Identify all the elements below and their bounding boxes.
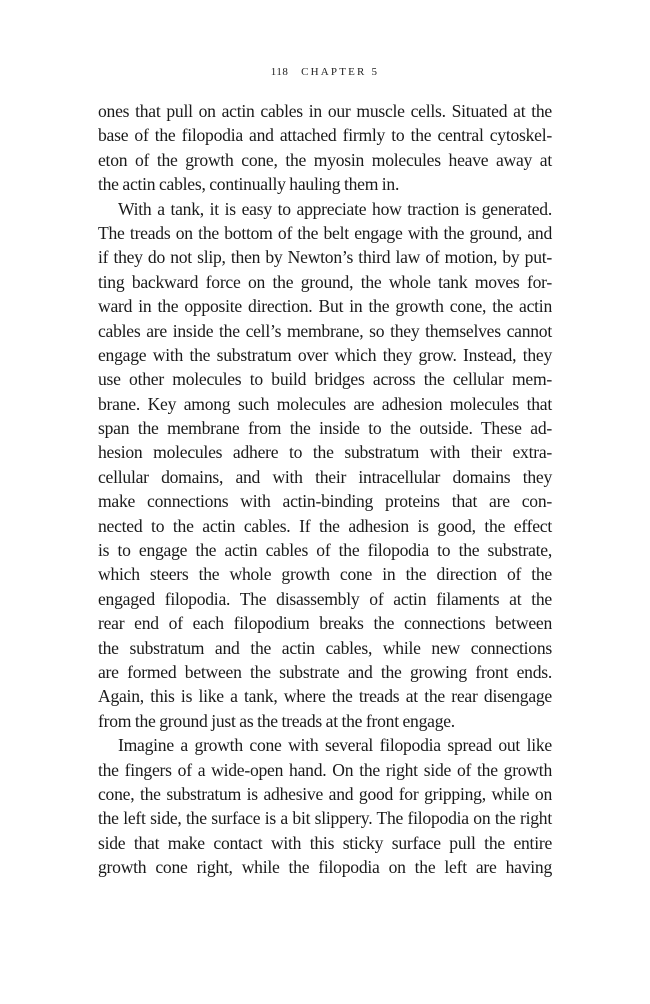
text-line: is to engage the actin cables of the filopodia to the substrate, [98, 540, 552, 561]
paragraph [98, 99, 552, 197]
text-line: cone, the substratum is adhesive and good for gripping, while on [98, 783, 552, 804]
text-line: growth cone right, while the filopodia on the left are having [98, 857, 552, 878]
text-line: which steers the whole growth cone in the direction of the [98, 564, 552, 585]
chapter-label: CHAPTER 5 [301, 66, 380, 78]
paragraph [98, 197, 552, 734]
body-text [98, 99, 552, 880]
text-line: nected to the actin cables. If the adhesion is good, the effect [98, 515, 552, 536]
text-line: ting backward force on the ground, the whole tank moves for- [98, 271, 552, 292]
text-line: ward in the opposite direction. But in the growth cone, the actin [98, 296, 552, 317]
text-line: use other molecules to build bridges across the cellular mem- [98, 369, 552, 390]
text-line: are formed between the substrate and the growing front ends. [98, 661, 552, 682]
text-line: from the ground just as the treads at the front engage. [98, 710, 455, 731]
text-line: the actin cables, continually hauling them in. [98, 174, 400, 195]
text-line: engage with the substratum over which they grow. Instead, they [98, 344, 552, 365]
page-number: 118 [270, 66, 289, 78]
text-line: the fingers of a wide-open hand. On the right side of the growth [98, 759, 552, 780]
text-line: side that make contact with this sticky surface pull the entire [98, 832, 552, 853]
running-head [0, 66, 650, 78]
text-line: cables are inside the cell’s membrane, so they themselves cannot [98, 320, 552, 341]
text-line: With a tank, it is easy to appreciate how traction is generated. [118, 198, 552, 219]
text-line: span the membrane from the inside to the outside. These ad- [98, 418, 552, 439]
text-line: if they do not slip, then by Newton’s third law of motion, by put- [98, 247, 552, 268]
text-line: Imagine a growth cone with several filopodia spread out like [118, 735, 552, 756]
paragraph [98, 733, 552, 879]
text-line: make connections with actin-binding proteins that are con- [98, 491, 552, 512]
text-line: rear end of each filopodium breaks the connections between [98, 613, 552, 634]
text-line: eton of the growth cone, the myosin molecules heave away at [98, 149, 552, 170]
text-line: brane. Key among such molecules are adhesion molecules that [98, 393, 552, 414]
text-line: the left side, the surface is a bit slippery. The filopodia on the right [98, 808, 552, 829]
text-line: Again, this is like a tank, where the treads at the rear disengage [98, 686, 552, 707]
text-line: base of the filopodia and attached firmly to the central cytoskel- [98, 125, 552, 146]
text-line: ones that pull on actin cables in our muscle cells. Situated at the [98, 101, 552, 121]
text-line: The treads on the bottom of the belt engage with the ground, and [98, 222, 552, 243]
text-line: cellular domains, and with their intracellular domains they [98, 466, 552, 487]
text-line: engaged filopodia. The disassembly of actin filaments at the [98, 588, 552, 609]
text-line: the substratum and the actin cables, while new connections [98, 637, 552, 658]
text-line: hesion molecules adhere to the substratum with their extra- [98, 442, 552, 463]
